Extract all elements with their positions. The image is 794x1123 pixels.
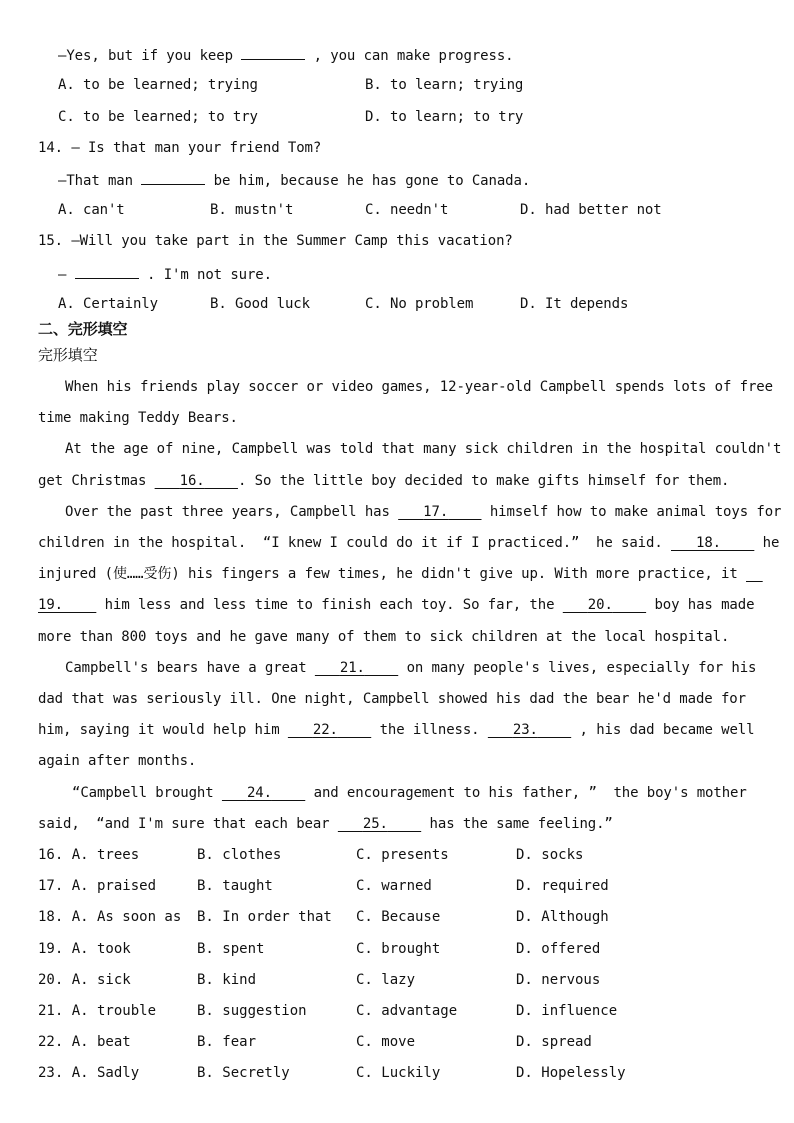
passage-p3-line4 xyxy=(38,596,754,614)
q15-option-d: D. It depends xyxy=(520,296,629,312)
p4-l1-post: on many people's lives, especially for his xyxy=(406,660,757,676)
blank-18-number: 18. xyxy=(696,535,721,551)
q14-stem: 14. — Is that man your friend Tom? xyxy=(38,140,322,156)
section-subheading: 完形填空 xyxy=(38,346,98,364)
blank-25 xyxy=(338,816,421,832)
q15-answer-post: . I'm not sure. xyxy=(147,267,272,283)
p5-l1-pre: “Campbell brought xyxy=(72,785,214,801)
blank-22-number: 22. xyxy=(312,722,338,738)
option-row-23-b: B. Secretly xyxy=(197,1065,290,1081)
passage-p4-line4: again after months. xyxy=(38,753,197,769)
option-row-23-a: 23. A. Sadly xyxy=(38,1065,140,1081)
option-row-21-b: B. suggestion xyxy=(197,1003,307,1019)
option-row-16-c: C. presents xyxy=(356,847,449,863)
passage-p5-line2 xyxy=(38,815,613,833)
q14-answer-post: be him, because he has gone to Canada. xyxy=(213,173,531,189)
blank-24 xyxy=(222,785,305,801)
option-row-20-c: C. lazy xyxy=(356,972,416,988)
option-row-17-a: 17. A. praised xyxy=(38,878,157,894)
q15-option-b: B. Good luck xyxy=(210,296,310,312)
p2-text-pre: get Christmas xyxy=(38,473,147,489)
q13-option-a: A. to be learned; trying xyxy=(58,77,258,93)
passage-p1-line1: When his friends play soccer or video games, 12-year-old Campbell spends lots of free xyxy=(65,379,773,395)
blank-21-number: 21. xyxy=(339,660,365,676)
option-row-22-c: C. move xyxy=(356,1034,416,1050)
option-row-21-c: C. advantage xyxy=(356,1003,458,1019)
q13-answer-post: , you can make progress. xyxy=(313,48,514,64)
q15-blank xyxy=(75,264,139,279)
option-row-18-d: D. Although xyxy=(516,909,609,925)
passage-p4-line3 xyxy=(38,721,754,739)
q13-option-d: D. to learn; to try xyxy=(365,109,524,125)
option-row-18-a: 18. A. As soon as xyxy=(38,909,182,925)
blank-21 xyxy=(315,660,398,676)
option-row-17-d: D. required xyxy=(516,878,609,894)
option-row-19-b: B. spent xyxy=(197,941,265,957)
option-row-23-c: C. Luckily xyxy=(356,1065,441,1081)
passage-p3-line5: more than 800 toys and he gave many of them to sick children at the local hospital. xyxy=(38,629,730,645)
passage-p2-line1: At the age of nine, Campbell was told that many sick children in the hospital couldn't xyxy=(65,441,782,457)
option-row-16-b: B. clothes xyxy=(197,847,282,863)
blank-19-number: 19. xyxy=(38,597,63,613)
blank-17-number: 17. xyxy=(423,504,449,520)
p3-l2-post: he xyxy=(762,535,780,551)
q15-answer-line xyxy=(58,264,272,284)
option-row-16-d: D. socks xyxy=(516,847,584,863)
p3-l4-post: him less and less time to finish each toy. So far, the xyxy=(104,597,555,613)
blank-23 xyxy=(488,722,571,738)
q14-answer-line xyxy=(58,170,530,190)
p3-l3-pre: injured (使……受伤) his fingers a few times, he didn't give up. With more practice, it xyxy=(38,566,738,582)
q14-option-d: D. had better not xyxy=(520,202,662,218)
q13-answer-pre: —Yes, but if you keep xyxy=(58,48,233,64)
q14-blank xyxy=(141,170,205,185)
option-row-20-a: 20. A. sick xyxy=(38,972,131,988)
p3-l2-pre: children in the hospital. “I knew I could do it if I practiced.” he said. xyxy=(38,535,663,551)
q15-option-c: C. No problem xyxy=(365,296,474,312)
passage-p2-line2 xyxy=(38,472,729,490)
q13-option-b: B. to learn; trying xyxy=(365,77,524,93)
option-row-17-b: B. taught xyxy=(197,878,273,894)
blank-22 xyxy=(288,722,371,738)
passage-p5-line1 xyxy=(72,784,747,802)
blank-17 xyxy=(398,504,481,520)
q15-stem: 15. —Will you take part in the Summer Camp this vacation? xyxy=(38,233,513,249)
option-row-22-b: B. fear xyxy=(197,1034,257,1050)
p4-l1-pre: Campbell's bears have a great xyxy=(65,660,307,676)
option-row-19-d: D. offered xyxy=(516,941,601,957)
p3-l1-pre: Over the past three years, Campbell has xyxy=(65,504,390,520)
q14-option-b: B. mustn't xyxy=(210,202,294,218)
p4-l3-post: , his dad became well xyxy=(579,722,755,738)
blank-25-number: 25. xyxy=(362,816,388,832)
option-row-20-d: D. nervous xyxy=(516,972,601,988)
passage-p1-line2: time making Teddy Bears. xyxy=(38,410,238,426)
option-row-20-b: B. kind xyxy=(197,972,257,988)
q14-answer-pre: —That man xyxy=(58,173,133,189)
p5-l2-post: has the same feeling.” xyxy=(429,816,613,832)
q14-option-c: C. needn't xyxy=(365,202,449,218)
blank-16 xyxy=(155,473,238,489)
passage-p3-line1 xyxy=(65,503,781,521)
blank-24-number: 24. xyxy=(246,785,272,801)
option-row-18-b: B. In order that xyxy=(197,909,332,925)
q14-option-a: A. can't xyxy=(58,202,125,218)
p5-l1-post: and encouragement to his father, ” the boy's mother xyxy=(313,785,747,801)
option-row-17-c: C. warned xyxy=(356,878,432,894)
option-row-22-d: D. spread xyxy=(516,1034,592,1050)
option-row-21-d: D. influence xyxy=(516,1003,618,1019)
option-row-23-d: D. Hopelessly xyxy=(516,1065,626,1081)
p3-l1-post: himself how to make animal toys for xyxy=(489,504,782,520)
blank-19 xyxy=(38,597,96,613)
p3-l4-tail: boy has made xyxy=(654,597,755,613)
blank-16-number: 16. xyxy=(179,473,205,489)
q15-option-a: A. Certainly xyxy=(58,296,158,312)
q15-answer-pre: — xyxy=(58,267,67,283)
blank-19-start xyxy=(746,566,763,582)
option-row-21-a: 21. A. trouble xyxy=(38,1003,157,1019)
passage-p3-line2 xyxy=(38,534,779,552)
p5-l2-pre: said, “and I'm sure that each bear xyxy=(38,816,330,832)
q13-blank xyxy=(241,45,305,60)
q13-answer-line xyxy=(58,45,513,65)
blank-20-number: 20. xyxy=(587,597,613,613)
option-row-19-c: C. brought xyxy=(356,941,441,957)
p4-l3-pre: him, saying it would help him xyxy=(38,722,280,738)
passage-p4-line2: dad that was seriously ill. One night, Campbell showed his dad the bear he'd made for xyxy=(38,691,746,707)
p4-l3-mid: the illness. xyxy=(379,722,480,738)
option-row-16-a: 16. A. trees xyxy=(38,847,140,863)
passage-p3-line3 xyxy=(38,565,763,583)
blank-23-number: 23. xyxy=(512,722,538,738)
option-row-18-c: C. Because xyxy=(356,909,441,925)
option-row-22-a: 22. A. beat xyxy=(38,1034,131,1050)
blank-20 xyxy=(563,597,646,613)
section-heading: 二、完形填空 xyxy=(38,320,128,338)
option-row-19-a: 19. A. took xyxy=(38,941,131,957)
blank-18 xyxy=(671,535,754,551)
passage-p4-line1 xyxy=(65,659,756,677)
q13-option-c: C. to be learned; to try xyxy=(58,109,258,125)
p2-text-post: . So the little boy decided to make gifts himself for them. xyxy=(237,473,730,489)
